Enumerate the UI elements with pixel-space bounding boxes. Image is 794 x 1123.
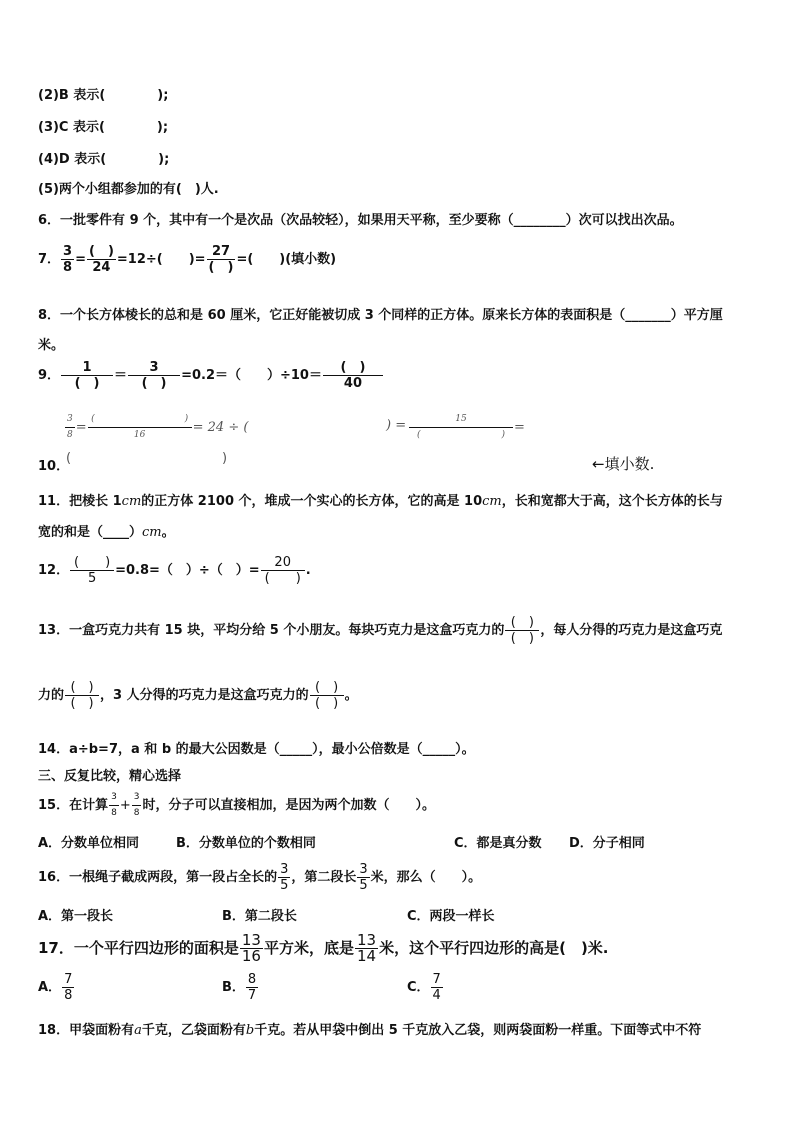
q10-tail: ←填小数.: [592, 455, 655, 473]
q7-fraction-1: $\frac{3}{8}$: [63, 244, 73, 275]
q10-fraction-1: $\frac{3}{8}$: [67, 414, 73, 440]
q12-mid: =0.8=（ ）÷（ ）=: [115, 563, 260, 578]
q13-fraction-2: $\frac{( )}{( )}$: [65, 680, 99, 711]
q16-fraction-2: $\frac{3}{5}$: [359, 862, 368, 893]
question-6: 6．一批零件有 9 个，其中有一个是次品（次品较轻），如果用天平称，至少要称（________）次可以找出次品。: [38, 213, 683, 228]
question-11-line-2: 宽的和是（____）cm。: [38, 525, 175, 540]
q15-fraction-1: $\frac{3}{8}$: [111, 792, 117, 818]
q17-option-c-fraction: $\frac{7}{4}$: [432, 972, 441, 1003]
q15-option-a: A．分数单位相同: [38, 836, 140, 851]
q9-fraction-3: $\frac{( )}{40}$: [323, 360, 383, 391]
item-4: (4)D 表示( );: [38, 152, 170, 167]
question-16: 16．一根绳子截成两段，第一段占全长的 $\frac{3}{5}$ ，第二段长 $\frac{3}{5}$ 米，那么（ ）。: [38, 862, 482, 893]
q17-fraction-1: $\frac{13}{16}$: [241, 931, 261, 965]
q12-label: 12．: [38, 563, 70, 578]
q17-option-a: A． $\frac{7}{8}$: [38, 972, 73, 1003]
q9-mid: =0.2＝（ ）÷10＝: [181, 368, 322, 383]
question-10-right: [408, 412, 525, 443]
q10-paren-close: ): [222, 451, 228, 466]
q9-label: 9．: [38, 368, 61, 383]
question-9: 9． $\frac{1}{( )}$ ＝ $\frac{3}{( )}$ =0.2＝（ ）÷10＝ $\frac{( )}{40}$: [38, 360, 384, 391]
question-8-line-1: 8．一个长方体棱长的总和是 60 厘米，它正好能被切成 3 个同样的正方体。原来长方体的表面积是（_______）平方厘: [38, 308, 723, 323]
var-a: a: [134, 1023, 142, 1038]
unit-cm: cm: [142, 525, 162, 540]
question-14: 14．a÷b=7，a 和 b 的最大公因数是（_____），最小公倍数是（_____）。: [38, 742, 475, 757]
q7-fraction-3: $\frac{27}{( )}$: [208, 244, 234, 275]
q9-fraction-1: $\frac{1}{( )}$: [61, 360, 113, 391]
q7-fraction-2: $\frac{( )}{24}$: [89, 244, 114, 275]
var-b: b: [245, 1023, 255, 1038]
q7-mid: =12÷( )=: [116, 252, 206, 267]
q10-fraction-2: $\frac{( )}{16}$: [88, 412, 192, 443]
q17-option-b-fraction: $\frac{8}{7}$: [247, 972, 257, 1003]
unit-cm: cm: [121, 494, 142, 509]
q10-paren-open: (: [66, 451, 72, 466]
q10-fraction-3: $\frac{15}{( )}$: [409, 412, 513, 443]
section-3-heading: 三、反复比较，精心选择: [38, 769, 182, 784]
question-11-line-1: 11．把棱长 1cm的正方体 2100 个，堆成一个实心的长方体，它的高是 10cm，长和宽都大于高，这个长方体的长与: [38, 494, 723, 509]
unit-cm: cm: [482, 494, 502, 509]
q7-label: 7．: [38, 252, 61, 267]
question-17: 17．一个平行四边形的面积是 $\frac{13}{16}$ 平方米，底是 $\frac{13}{14}$ 米，这个平行四边形的高是( )米.: [38, 931, 609, 965]
q15-option-c: C．都是真分数: [454, 836, 542, 851]
q12-fraction-1: $\frac{( )}{5}$: [70, 555, 114, 586]
question-12: [38, 555, 311, 586]
item-2: (2)B 表示( );: [38, 88, 169, 103]
q10-eq: =: [514, 420, 525, 435]
question-10-close: ) =: [386, 418, 407, 433]
question-13-line-2: 力的 $\frac{( )}{( )}$ ，3 人分得的巧克力是这盒巧克力的 $\frac{( )}{( )}$ 。: [38, 680, 358, 711]
q9-fraction-2: $\frac{3}{( )}$: [128, 360, 180, 391]
q17-option-c: C． $\frac{7}{4}$: [407, 972, 441, 1003]
question-10-equation: $\frac{3}{8}$ = $\frac{( )}{16}$ = 24 ÷ (: [64, 412, 248, 443]
question-13-line-1: 13．一盒巧克力共有 15 块，平均分给 5 个小朋友。每块巧克力是这盒巧克力的 $\frac{( )}{( )}$ ，每人分得的巧克力是这盒巧克: [38, 615, 723, 646]
question-8-line-2: 米。: [38, 338, 65, 353]
q17-option-b: B． $\frac{8}{7}$: [222, 972, 257, 1003]
item-3: (3)C 表示( );: [38, 120, 169, 135]
q12-tail: .: [305, 563, 311, 578]
q12-fraction-2: $\frac{20}{( )}$: [261, 555, 305, 586]
q16-option-b: B．第二段长: [222, 909, 297, 924]
question-7: 7． $\frac{3}{8}$ = $\frac{( )}{24}$ =12÷( )= $\frac{27}{( )}$ =( )(填小数): [38, 244, 337, 275]
question-15: 15．在计算 $\frac{3}{8}$ + $\frac{3}{8}$ 时，分子可以直接相加，是因为两个加数（ ）。: [38, 790, 435, 821]
item-5: (5)两个小组都参加的有( )人.: [38, 182, 219, 197]
q7-tail: =( )(填小数): [236, 252, 337, 267]
q16-option-a: A．第一段长: [38, 909, 114, 924]
q17-option-a-fraction: $\frac{7}{8}$: [64, 972, 73, 1003]
q17-fraction-2: $\frac{13}{14}$: [357, 931, 377, 965]
q10-mid: = 24 ÷ (: [192, 420, 249, 435]
q16-option-c: C．两段一样长: [407, 909, 495, 924]
q15-option-d: D．分子相同: [569, 836, 645, 851]
q13-fraction-3: $\frac{( )}{( )}$: [310, 680, 344, 711]
q16-fraction-1: $\frac{3}{5}$: [280, 862, 289, 893]
q15-fraction-2: $\frac{3}{8}$: [133, 792, 140, 818]
question-18: 18．甲袋面粉有a千克，乙袋面粉有b千克。若从甲袋中倒出 5 千克放入乙袋，则两袋面粉一样重。下面等式中不符: [38, 1023, 702, 1038]
q10-label: 10．: [38, 459, 70, 474]
q15-option-b: B．分数单位的个数相同: [176, 836, 316, 851]
q13-fraction-1: $\frac{( )}{( )}$: [505, 615, 539, 646]
